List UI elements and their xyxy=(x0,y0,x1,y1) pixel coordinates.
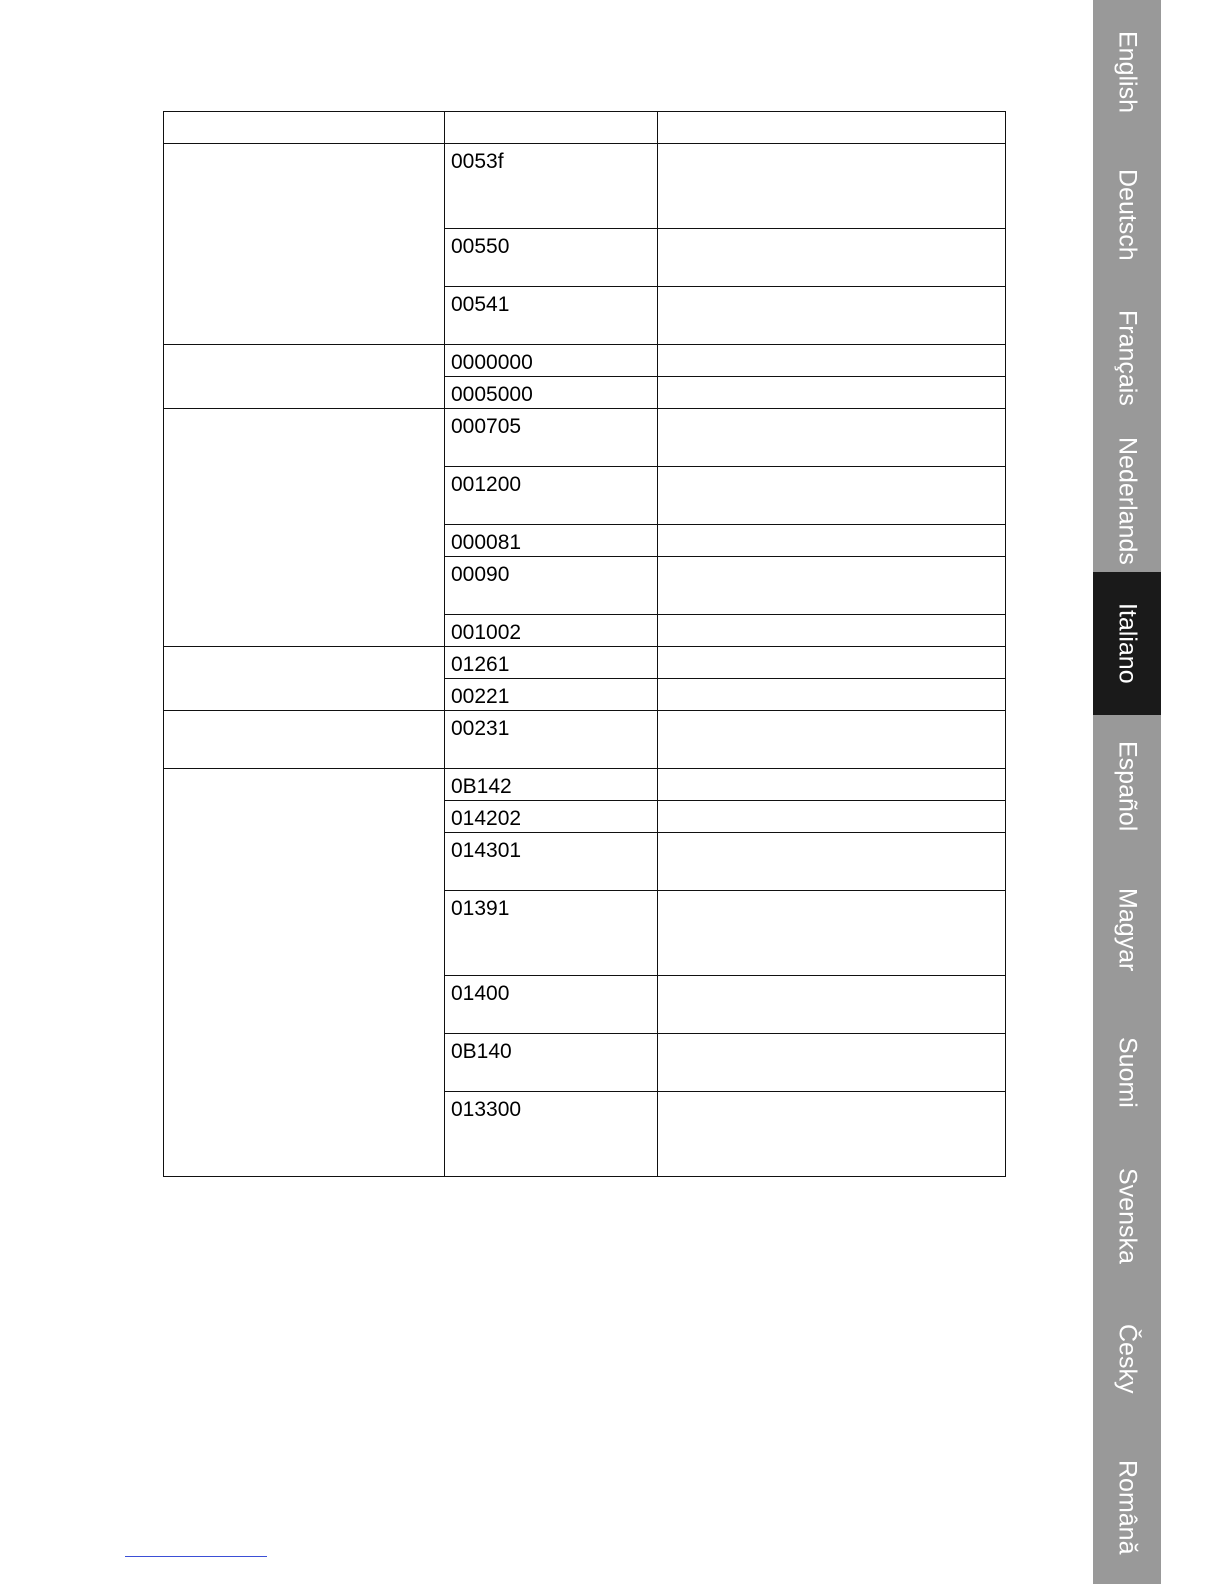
code-cell xyxy=(445,112,658,144)
language-sidebar xyxy=(1093,0,1161,1584)
table-row xyxy=(164,112,1006,144)
description-cell xyxy=(658,467,1006,525)
language-tab-label: Deutsch xyxy=(1113,168,1142,261)
description-cell xyxy=(658,112,1006,144)
language-tab-label: Español xyxy=(1113,741,1142,832)
language-tab-label: English xyxy=(1113,30,1142,113)
code-cell: 013300 xyxy=(445,1092,658,1177)
table-row xyxy=(164,345,1006,377)
code-cell: 001002 xyxy=(445,615,658,647)
table-row xyxy=(164,769,1006,801)
language-tab-label: Česky xyxy=(1113,1323,1142,1394)
table-row xyxy=(164,711,1006,769)
code-cell: 0000000 xyxy=(445,345,658,377)
description-cell xyxy=(658,345,1006,377)
language-tab-0[interactable] xyxy=(1093,0,1161,143)
language-tab-8[interactable] xyxy=(1093,1144,1161,1287)
code-cell: 00541 xyxy=(445,287,658,345)
language-tab-label: Svenska xyxy=(1113,1167,1142,1264)
code-cell: 0053f xyxy=(445,144,658,229)
code-cell: 0B142 xyxy=(445,769,658,801)
language-tab-10[interactable] xyxy=(1093,1430,1161,1584)
description-cell xyxy=(658,615,1006,647)
language-tab-3[interactable] xyxy=(1093,429,1161,572)
language-tab-label: Magyar xyxy=(1113,887,1142,972)
language-tab-label: Français xyxy=(1113,309,1142,406)
code-cell: 014301 xyxy=(445,833,658,891)
group-cell xyxy=(164,345,445,409)
code-cell: 01391 xyxy=(445,891,658,976)
description-cell xyxy=(658,287,1006,345)
table-row xyxy=(164,647,1006,679)
description-cell xyxy=(658,711,1006,769)
description-cell xyxy=(658,144,1006,229)
code-cell: 00090 xyxy=(445,557,658,615)
table-row xyxy=(164,409,1006,467)
language-tab-2[interactable] xyxy=(1093,286,1161,429)
group-cell xyxy=(164,769,445,1177)
group-cell xyxy=(164,144,445,345)
group-cell xyxy=(164,711,445,769)
footer-link-underline xyxy=(125,1556,267,1557)
table-row xyxy=(164,144,1006,229)
language-tab-label: Nederlands xyxy=(1113,436,1142,565)
language-tab-4[interactable] xyxy=(1093,572,1161,715)
description-cell xyxy=(658,891,1006,976)
code-cell: 0005000 xyxy=(445,377,658,409)
language-tab-5[interactable] xyxy=(1093,715,1161,858)
code-cell: 00221 xyxy=(445,679,658,711)
code-cell: 00550 xyxy=(445,229,658,287)
code-cell: 0B140 xyxy=(445,1034,658,1092)
language-tab-1[interactable] xyxy=(1093,143,1161,286)
description-cell xyxy=(658,833,1006,891)
description-cell xyxy=(658,409,1006,467)
language-tab-label: Română xyxy=(1113,1459,1142,1555)
code-cell: 001200 xyxy=(445,467,658,525)
code-cell: 01400 xyxy=(445,976,658,1034)
description-cell xyxy=(658,647,1006,679)
description-cell xyxy=(658,976,1006,1034)
language-tab-label: Suomi xyxy=(1113,1037,1142,1108)
code-cell: 00231 xyxy=(445,711,658,769)
code-cell: 000705 xyxy=(445,409,658,467)
description-cell xyxy=(658,525,1006,557)
code-table-body xyxy=(164,112,1006,1177)
description-cell xyxy=(658,1034,1006,1092)
code-cell: 01261 xyxy=(445,647,658,679)
description-cell xyxy=(658,557,1006,615)
group-cell xyxy=(164,647,445,711)
code-cell: 014202 xyxy=(445,801,658,833)
language-tab-label: Italiano xyxy=(1113,603,1142,684)
description-cell xyxy=(658,679,1006,711)
code-table xyxy=(163,111,1006,1177)
description-cell xyxy=(658,377,1006,409)
language-tab-9[interactable] xyxy=(1093,1287,1161,1430)
description-cell xyxy=(658,769,1006,801)
language-tab-7[interactable] xyxy=(1093,1001,1161,1144)
description-cell xyxy=(658,1092,1006,1177)
description-cell xyxy=(658,801,1006,833)
group-cell xyxy=(164,112,445,144)
language-tab-6[interactable] xyxy=(1093,858,1161,1001)
group-cell xyxy=(164,409,445,647)
description-cell xyxy=(658,229,1006,287)
code-cell: 000081 xyxy=(445,525,658,557)
